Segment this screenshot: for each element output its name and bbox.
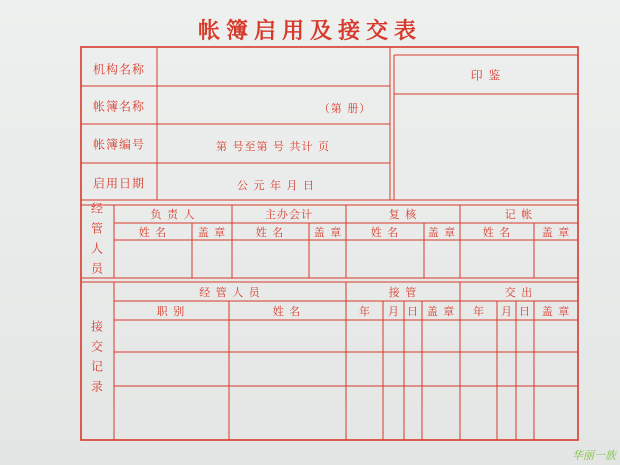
sub-name-2: 姓 名: [255, 226, 285, 239]
seal-label: 印 鉴: [470, 68, 502, 83]
start-date-label: 启用日期: [92, 176, 146, 191]
book-volume-text: （第 册）: [318, 102, 372, 115]
role-responsible: 负 责 人: [150, 208, 196, 221]
form-title: 帐簿启用及接交表: [197, 19, 422, 44]
role-chief-accountant: 主办会计: [265, 208, 313, 221]
receive-month: 月: [388, 305, 400, 318]
sub-name-1: 姓 名: [138, 226, 168, 239]
book-number-text: 第 号至第 号 共计 页: [216, 140, 330, 153]
transfer-day: 日: [519, 305, 531, 318]
role-bookkeeper: 记 帐: [504, 208, 534, 221]
transfer-header: 交 出: [504, 286, 534, 299]
book-name-label: 帐簿名称: [92, 99, 146, 114]
sub-seal-2: 盖 章: [313, 226, 343, 239]
receive-header: 接 管: [388, 286, 418, 299]
transfer-year: 年: [473, 305, 485, 318]
start-date-text: 公 元 年 月 日: [237, 179, 315, 192]
book-number-label: 帐簿编号: [92, 137, 146, 152]
staff-header: 经 管 人 员: [199, 286, 261, 299]
sub-seal-4: 盖 章: [541, 226, 571, 239]
transfer-month: 月: [501, 305, 513, 318]
sub-seal-1: 盖 章: [197, 226, 227, 239]
receive-day: 日: [407, 305, 419, 318]
sub-name-3: 姓 名: [370, 226, 400, 239]
sub-name-4: 姓 名: [482, 226, 512, 239]
post-header: 职 别: [156, 305, 186, 318]
name-header: 姓 名: [272, 305, 302, 318]
handover-side-label: 接交记录: [89, 320, 104, 400]
sub-seal-3: 盖 章: [427, 226, 457, 239]
receive-seal: 盖 章: [426, 305, 456, 318]
transfer-seal: 盖 章: [541, 305, 571, 318]
receive-year: 年: [359, 305, 371, 318]
org-name-label: 机构名称: [92, 62, 146, 77]
role-reviewer: 复 核: [388, 208, 418, 221]
watermark: 华丽一族: [572, 449, 616, 462]
managers-side-label: 经管人员: [89, 202, 104, 282]
